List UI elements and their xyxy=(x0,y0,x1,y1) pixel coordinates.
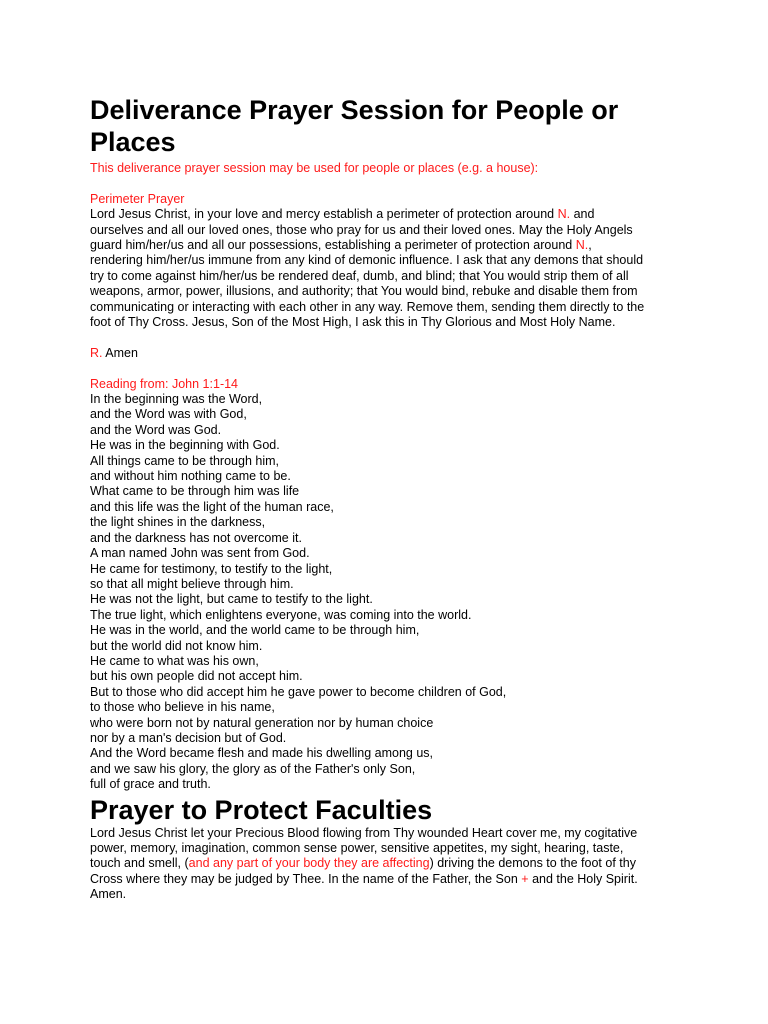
reading-line: so that all might believe through him. xyxy=(90,576,294,591)
text-run: ) driving the demons to the foot of thy xyxy=(429,856,636,871)
reading-line: He was in the world, and the world came to be through him, xyxy=(90,623,420,638)
reading-line: and the Word was God. xyxy=(90,422,222,437)
perimeter-line xyxy=(90,223,690,238)
document-title-line-2: Places xyxy=(90,127,176,157)
reading-line: The true light, which enlightens everyone, was coming into the world. xyxy=(90,607,472,622)
reading-line: In the beginning was the Word, xyxy=(90,392,263,407)
text-run: and xyxy=(570,207,595,222)
reading-passage xyxy=(90,392,690,793)
intro-text: This deliverance prayer session may be used for people or places (e.g. a house): xyxy=(90,161,539,175)
reading-line: He was not the light, but came to testify to the light. xyxy=(90,592,373,607)
faculties-line xyxy=(90,826,690,841)
document-page xyxy=(90,94,690,903)
placeholder-marker: N. xyxy=(575,238,589,253)
faculties-line xyxy=(90,872,690,887)
faculties-line xyxy=(90,856,690,871)
text-run: and the Holy Spirit. xyxy=(528,871,638,886)
text-run: Amen. xyxy=(90,887,127,902)
text-run: , xyxy=(588,238,592,253)
text-run: Lord Jesus Christ let your Precious Blood flowing from Thy wounded Heart cover me, my cogitative xyxy=(90,825,638,840)
text-run: ourselves and all our loved ones, those who pray for us and their loved ones. May the Holy Angels xyxy=(90,222,633,237)
reading-line: And the Word became flesh and made his dwelling among us, xyxy=(90,746,434,761)
faculties-heading: Prayer to Protect Faculties xyxy=(90,794,433,825)
text-run: communicating or interacting with each other in any way. Remove them, sending them directly to the xyxy=(90,299,645,314)
reading-line: the light shines in the darkness, xyxy=(90,515,266,530)
faculties-line xyxy=(90,887,690,902)
text-run: foot of Thy Cross. Jesus, Son of the Most High, I ask this in Thy Glorious and Most Holy Name. xyxy=(90,315,616,330)
reading-line: But to those who did accept him he gave power to become children of God, xyxy=(90,684,507,699)
reading-line: A man named John was sent from God. xyxy=(90,546,310,561)
response-marker: R. xyxy=(90,345,103,360)
text-run: power, memory, imagination, common sense power, sensitive appetites, my sight, hearing, taste, xyxy=(90,841,624,856)
reading-line: who were born not by natural generation nor by human choice xyxy=(90,715,434,730)
document-title-line-1: Deliverance Prayer Session for People or xyxy=(90,95,619,125)
placeholder-marker: N. xyxy=(557,207,571,222)
reading-line: He came for testimony, to testify to the light, xyxy=(90,561,333,576)
sign-of-cross-marker: + xyxy=(521,871,529,886)
perimeter-line xyxy=(90,238,690,253)
perimeter-line xyxy=(90,253,690,268)
reading-line: but his own people did not accept him. xyxy=(90,669,303,684)
text-run: weapons, armor, power, illusions, and authority; that You would bind, rebuke and disable them from xyxy=(90,284,638,299)
reading-line: He came to what was his own, xyxy=(90,653,259,668)
reading-line: full of grace and truth. xyxy=(90,777,211,792)
response-line xyxy=(90,346,690,361)
perimeter-line xyxy=(90,300,690,315)
reading-line: and the darkness has not overcome it. xyxy=(90,530,302,545)
spacer xyxy=(90,176,690,191)
reading-line: and without him nothing came to be. xyxy=(90,469,291,484)
text-run: guard him/her/us and all our possessions, establishing a perimeter of protection around xyxy=(90,238,576,253)
spacer xyxy=(90,330,690,345)
perimeter-paragraph xyxy=(90,207,690,330)
reading-line: and the Word was with God, xyxy=(90,407,247,422)
response-text: Amen xyxy=(102,345,138,360)
reading-line: nor by a man's decision but of God. xyxy=(90,730,287,745)
perimeter-line xyxy=(90,207,690,222)
reading-line: but the world did not know him. xyxy=(90,638,263,653)
text-run: touch and smell, ( xyxy=(90,856,189,871)
perimeter-line xyxy=(90,315,690,330)
reading-heading: Reading from: John 1:1-14 xyxy=(90,376,239,391)
perimeter-line xyxy=(90,269,690,284)
reading-line: He was in the beginning with God. xyxy=(90,438,280,453)
reading-line: and we saw his glory, the glory as of the Father's only Son, xyxy=(90,761,416,776)
perimeter-line xyxy=(90,284,690,299)
reading-line: All things came to be through him, xyxy=(90,453,279,468)
faculties-paragraph xyxy=(90,826,690,903)
reading-line: to those who believe in his name, xyxy=(90,700,275,715)
red-text-run: and any part of your body they are affecting xyxy=(188,856,430,871)
reading-line: What came to be through him was life xyxy=(90,484,300,499)
faculties-line xyxy=(90,841,690,856)
perimeter-heading: Perimeter Prayer xyxy=(90,191,185,206)
text-run: Lord Jesus Christ, in your love and mercy establish a perimeter of protection around xyxy=(90,207,558,222)
text-run: rendering him/her/us immune from any kind of demonic influence. I ask that any demons that should xyxy=(90,253,644,268)
reading-line: and this life was the light of the human race, xyxy=(90,499,334,514)
text-run: try to come against him/her/us be rendered deaf, dumb, and blind; that You would strip them of all xyxy=(90,268,629,283)
text-run: Cross where they may be judged by Thee. In the name of the Father, the Son xyxy=(90,871,522,886)
spacer xyxy=(90,361,690,376)
